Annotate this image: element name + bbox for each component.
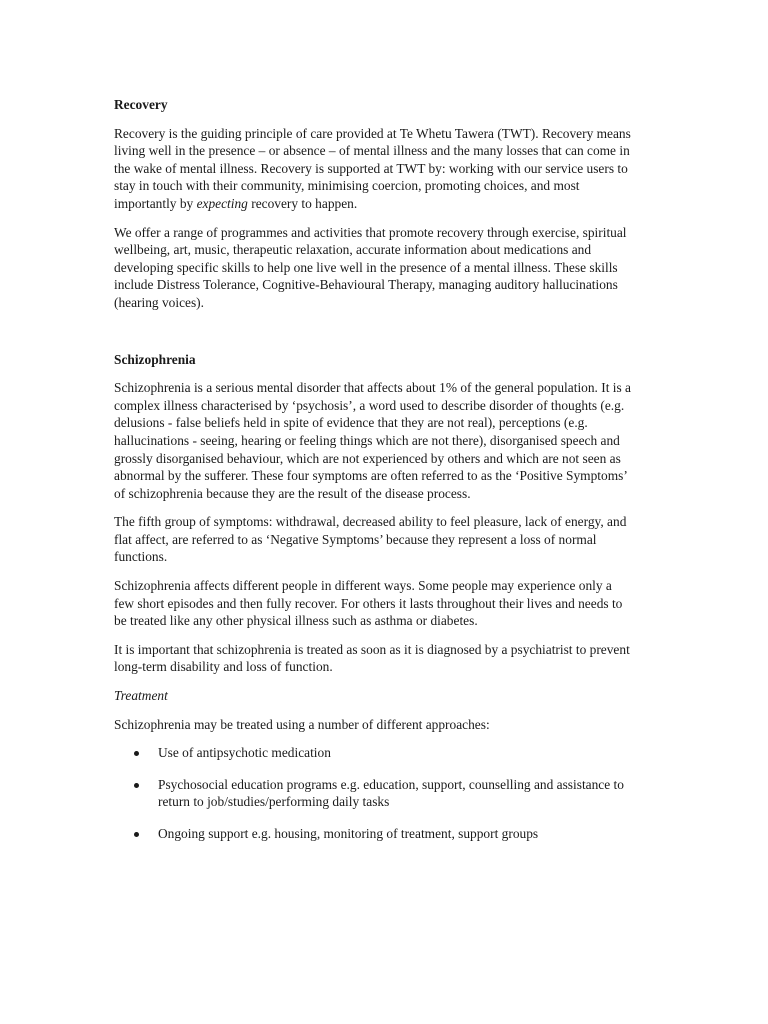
list-item-text: Psychosocial education programs e.g. education, support, counselling and assistance to return to job/studies/performing daily tasks	[158, 776, 624, 810]
schizophrenia-heading: Schizophrenia	[114, 351, 196, 367]
treatment-list	[114, 744, 634, 842]
schizophrenia-section	[114, 351, 634, 843]
schizophrenia-paragraph-3: Schizophrenia affects different people in different ways. Some people may experience only a few short episodes and then fully recover. For others it lasts throughout their lives and needs to be treated like any other physical illness such as asthma or diabetes.	[114, 578, 623, 629]
schizophrenia-paragraph-2: The fifth group of symptoms: withdrawal, decreased ability to feel pleasure, lack of energy, and flat affect, are referred to as ‘Negative Symptoms’ because they represent a loss of normal functions.	[114, 514, 627, 565]
schizophrenia-paragraph-4: It is important that schizophrenia is treated as soon as it is diagnosed by a psychiatrist to prevent long-term disability and loss of function.	[114, 641, 630, 675]
list-item	[114, 744, 634, 762]
document-page	[114, 96, 634, 857]
treatment-intro: Schizophrenia may be treated using a number of different approaches:	[114, 716, 490, 732]
schizophrenia-paragraph-1: Schizophrenia is a serious mental disorder that affects about 1% of the general population. It is a complex illness characterised by ‘psychosis’, a word used to describe disorder of thoughts (e.g. delusions - false beliefs held in spite of evidence that they are not real), perceptions (e.g. hallucinations - seeing, hearing or feeling things which are not there), disorganised speech and grossly disorganised behaviour, which are not experienced by others and which are not seen as abnormal by the sufferer. These four symptoms are often referred to as the ‘Positive Symptoms’ of schizophrenia because they are the result of the disease process.	[114, 380, 631, 501]
recovery-p1-text-end: recovery to happen.	[247, 195, 358, 211]
recovery-section	[114, 96, 634, 312]
list-item-text: Ongoing support e.g. housing, monitoring of treatment, support groups	[158, 826, 539, 841]
list-item	[114, 776, 634, 811]
list-item-text: Use of antipsychotic medication	[158, 745, 331, 761]
recovery-p1-text: Recovery is the guiding principle of care provided at Te Whetu Tawera (TWT). Recovery means living well in the presence – or absence – of mental illness and the many losses that can come in the wake of mental illness. Recovery is supported at TWT by: working with our service users to stay in touch with their community, minimising coercion, promoting choices, and most importantly by	[114, 125, 631, 211]
treatment-heading: Treatment	[114, 688, 168, 704]
bullet-icon	[134, 751, 139, 756]
recovery-p1-emphasis: expecting	[196, 195, 248, 211]
bullet-icon	[134, 783, 139, 788]
bullet-icon	[134, 832, 139, 837]
list-item	[114, 825, 634, 843]
recovery-paragraph-2: We offer a range of programmes and activities that promote recovery through exercise, spiritual wellbeing, art, music, therapeutic relaxation, accurate information about medications and developing specific skills to help one live well in the presence of a mental illness. These skills include Distress Tolerance, Cognitive-Behavioural Therapy, managing auditory hallucinations (hearing voices).	[114, 224, 627, 310]
recovery-heading: Recovery	[114, 97, 168, 112]
recovery-paragraph-1	[114, 125, 634, 213]
